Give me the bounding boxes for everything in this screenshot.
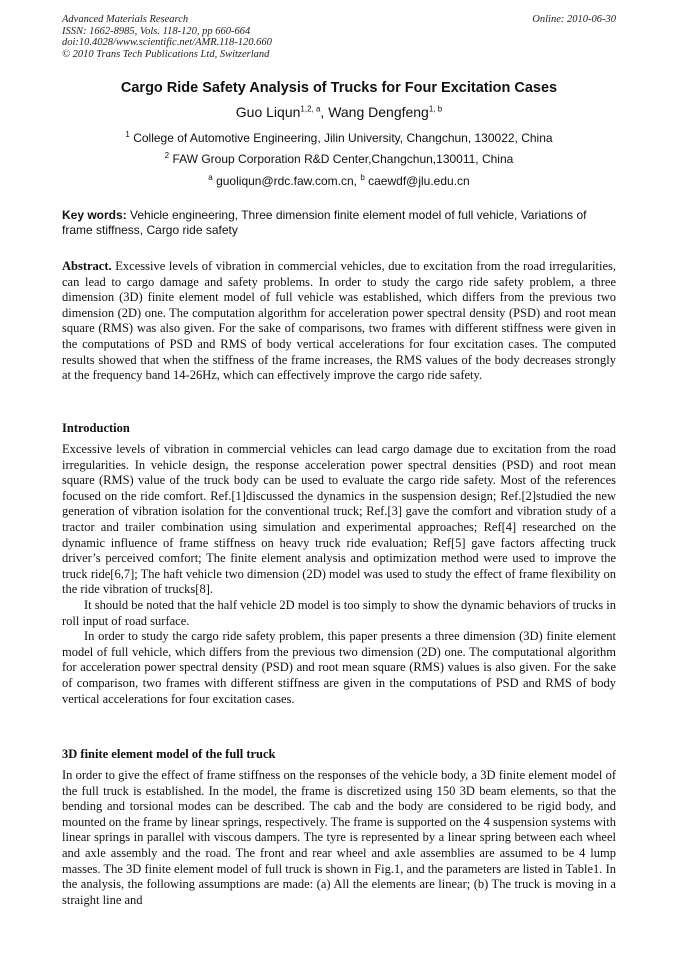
abstract-text: Excessive levels of vibration in commercial vehicles, due to excitation from the road irregularities, can lead to cargo damage and safety problems. In order to study the cargo ride safety problem, a three dimension (3D) finite element model of full vehicle was established, which differs from the previous two dimension (2D) one. The computation algorithm for acceleration power spectral density (PSD) and root mean square (RMS) was also given. For the sake of comparisons, two frames with different stiffness were given in the computations of PSD and RMS of body vertical accelerations for four excitation cases. The computed results showed that when the stiffness of the frame increases, the RMS values of the body decreases strongly at the frequency band 14-26Hz, which can effectively improve the cargo ride safety. [62, 259, 616, 383]
online-date: Online: 2010-06-30 [532, 14, 616, 25]
keywords-label: Key words: [62, 208, 127, 222]
paper-title: Cargo Ride Safety Analysis of Trucks for Four Excitation Cases [120, 80, 558, 96]
section-3d-paragraph-1: In order to give the effect of frame stiffness on the responses of the vehicle body, a 3D finite element model of the full truck is established. In the model, the frame is discretized using 150 3D beam elements, so that the bending and torsional modes can be described. The cab and the body are considered to be rigid body, and mounted on the frame by linear springs, respectively. The frame is supported on the 4 suspension systems with linear springs in parallel with viscous dampers. The tyre is represented by a linear spring between each wheel and axle assembly and the road. The front and rear wheel and axle assemblies are assumed to be 4 lump masses. The 3D finite element model of full truck is shown in Fig.1, and the parameters are listed in Table1. In the analysis, the following assumptions are made: (a) All the elements are linear; (b) The truck is moving in a straight line and [62, 768, 616, 907]
affiliation-2-sup: 2 [164, 151, 170, 160]
affiliation-2-text: FAW Group Corporation R&D Center,Changchun,130011, China [169, 152, 514, 166]
email-a: guoliqun@rdc.faw.com.cn, [212, 174, 361, 188]
section-3d-heading: 3D finite element model of the full truck [62, 747, 276, 761]
intro-heading: Introduction [62, 421, 130, 435]
author-line [62, 104, 616, 120]
author-2-sup: 1, b [428, 104, 443, 114]
intro-body [62, 442, 616, 707]
email-b: caewdf@jlu.edu.cn [364, 174, 470, 188]
abstract-label: Abstract. [62, 259, 112, 273]
affiliation-1 [62, 131, 616, 145]
author-1: Guo Liqun [235, 104, 301, 120]
email-b-sup: b [360, 173, 365, 182]
affiliation-1-text: College of Automotive Engineering, Jilin University, Changchun, 130022, China [129, 131, 553, 145]
email-a-sup: a [208, 173, 213, 182]
author-2: Wang Dengfeng [328, 104, 429, 120]
keywords [62, 208, 616, 238]
author-1-sup: 1,2, a [300, 104, 321, 114]
abstract [62, 259, 616, 384]
intro-paragraph-1: Excessive levels of vibration in commercial vehicles can lead cargo damage due to excitation from the road irregularities. In vehicle design, the response acceleration power spectral densities (PSD) and root mean square (RMS) value of the truck body can be used to evaluate the cargo ride safety. Most of the references focused on the ride comfort. Ref.[1]discussed the dynamics in the suspension design; Ref.[2]studied the new generation of vibration isolation for the conventional truck; Ref.[3] gave the comfort and vibration study of a tractor and trailer combination using simulation and experimental approaches; Ref[4] researched on the dynamic influence of frame stiffness on heavy truck ride evaluation; Ref[5] gave factors affecting truck driver’s perceived comfort; The finite element analysis and optimization method were used to improve the truck ride[6,7]; The haft vehicle two dimension (2D) model was used to study the effect of frame flexibility on the ride vibration of trucks[8]. [62, 442, 616, 597]
doi-line: doi:10.4028/www.scientific.net/AMR.118-120.660 [62, 37, 272, 48]
section-3d-body [62, 768, 616, 908]
keywords-text: Vehicle engineering, Three dimension finite element model of full vehicle, Variations of frame stiffness, Cargo ride safety [62, 208, 587, 237]
affiliation-1-sup: 1 [125, 130, 130, 139]
email-line [62, 174, 616, 188]
author-separator: , [320, 104, 329, 120]
intro-paragraph-2: It should be noted that the half vehicle 2D model is too simply to show the dynamic behaviors of trucks in roll input of road surface. [62, 597, 616, 628]
journal-header [62, 14, 616, 60]
journal-name: Advanced Materials Research [62, 14, 189, 25]
intro-paragraph-3: In order to study the cargo ride safety problem, this paper presents a three dimension (3D) finite element model of full vehicle, which differs from the previous two dimension (2D) one. The computational algorithm for acceleration power spectral density (PSD) and root mean square (RMS) values is also given. For the sake of comparison, two frames with different stiffness are given in the computations of PSD and RMS of body vertical accelerations for four excitation cases. [62, 629, 616, 706]
copyright-line: © 2010 Trans Tech Publications Ltd, Switzerland [62, 48, 270, 60]
affiliation-2 [62, 152, 616, 166]
issn-line: ISSN: 1662-8985, Vols. 118-120, pp 660-664 [62, 25, 251, 37]
